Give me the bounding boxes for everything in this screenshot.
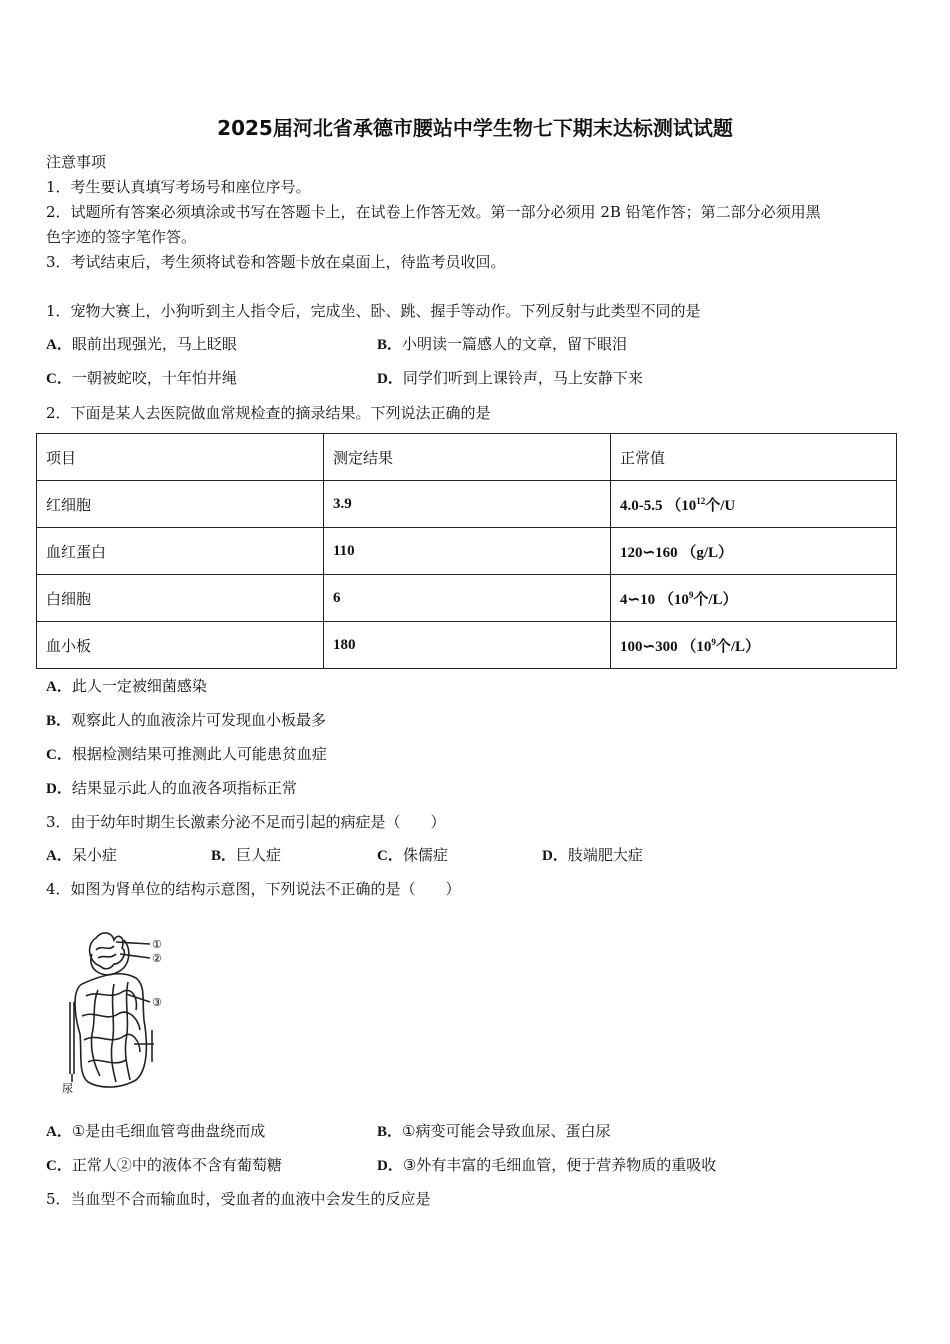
q1-option-b: B．小明读一篇感人的文章，留下眼泪 bbox=[377, 335, 628, 353]
question-3-stem: 3．由于幼年时期生长激素分泌不足而引起的病症是（ ） bbox=[46, 813, 446, 831]
table-cell-result: 3.9 bbox=[324, 481, 611, 528]
table-cell-result: 6 bbox=[324, 575, 611, 622]
nephron-diagram-svg bbox=[52, 924, 182, 1094]
question-1-stem: 1．宠物大赛上，小狗听到主人指令后，完成坐、卧、跳、握手等动作。下列反射与此类型不同的是 bbox=[46, 302, 701, 320]
table-cell-normal: 120∽160 （g/L） bbox=[611, 528, 897, 575]
q3-option-c: C．侏儒症 bbox=[377, 846, 448, 864]
table-row bbox=[37, 528, 897, 575]
notice-item: 2．试题所有答案必须填涂或书写在答题卡上，在试卷上作答无效。第一部分必须用 2B 铅笔作答；第二部分必须用黑 bbox=[46, 203, 821, 221]
q1-option-d: D．同学们听到上课铃声，马上安静下来 bbox=[377, 369, 643, 387]
q2-option-d: D．结果显示此人的血液各项指标正常 bbox=[46, 779, 297, 797]
question-4-stem: 4．如图为肾单位的结构示意图，下列说法不正确的是（ ） bbox=[46, 880, 461, 898]
q4-option-a: A．①是由毛细血管弯曲盘绕而成 bbox=[46, 1122, 266, 1140]
figure-label-urine: 尿 bbox=[62, 1082, 73, 1094]
nephron-diagram bbox=[52, 924, 182, 1094]
table-cell-result: 110 bbox=[324, 528, 611, 575]
q2-option-c: C．根据检测结果可推测此人可能患贫血症 bbox=[46, 745, 327, 763]
q2-option-b: B．观察此人的血液涂片可发现血小板最多 bbox=[46, 711, 327, 729]
table-header-row bbox=[37, 434, 897, 481]
q3-option-a: A．呆小症 bbox=[46, 846, 117, 864]
notice-item: 3．考试结束后，考生须将试卷和答题卡放在桌面上，待监考员收回。 bbox=[46, 253, 506, 271]
notice-heading: 注意事项 bbox=[46, 153, 107, 171]
table-cell-item: 血红蛋白 bbox=[37, 528, 324, 575]
table-cell-item: 红细胞 bbox=[37, 481, 324, 528]
table-cell-item: 白细胞 bbox=[37, 575, 324, 622]
table-header-cell: 项目 bbox=[37, 434, 324, 481]
table-header-cell: 测定结果 bbox=[324, 434, 611, 481]
table-cell-normal: 4∽10 （$10^9$个/L） bbox=[611, 575, 897, 622]
page-title: 2025届河北省承德市腰站中学生物七下期末达标测试试题 bbox=[217, 116, 733, 140]
q1-option-c: C．一朝被蛇咬，十年怕井绳 bbox=[46, 369, 237, 387]
q2-option-a: A．此人一定被细菌感染 bbox=[46, 677, 207, 695]
q3-option-b: B．巨人症 bbox=[211, 846, 282, 864]
q4-option-c: C．正常人②中的液体不含有葡萄糖 bbox=[46, 1156, 282, 1174]
table-cell-result: 180 bbox=[324, 622, 611, 669]
question-2-stem: 2．下面是某人去医院做血常规检查的摘录结果。下列说法正确的是 bbox=[46, 404, 491, 422]
figure-label-3: ③ bbox=[152, 996, 162, 1009]
q3-option-d: D．肢端肥大症 bbox=[542, 846, 643, 864]
table-row bbox=[37, 481, 897, 528]
table-row bbox=[37, 575, 897, 622]
q1-option-a: A．眼前出现强光，马上眨眼 bbox=[46, 335, 237, 353]
figure-label-2: ② bbox=[152, 952, 162, 965]
q4-option-b: B．①病变可能会导致血尿、蛋白尿 bbox=[377, 1122, 611, 1140]
table-cell-normal: 100∽300 （$10^9$个/L） bbox=[611, 622, 897, 669]
notice-item: 1．考生要认真填写考场号和座位序号。 bbox=[46, 178, 311, 196]
table-header-cell: 正常值 bbox=[611, 434, 897, 481]
question-5-stem: 5．当血型不合而输血时，受血者的血液中会发生的反应是 bbox=[46, 1190, 431, 1208]
notice-item: 色字迹的签字笔作答。 bbox=[46, 228, 197, 246]
table-cell-item: 血小板 bbox=[37, 622, 324, 669]
q4-option-d: D．③外有丰富的毛细血管，便于营养物质的重吸收 bbox=[377, 1156, 717, 1174]
blood-test-table bbox=[36, 433, 897, 669]
figure-label-1: ① bbox=[152, 938, 162, 951]
table-row bbox=[37, 622, 897, 669]
table-cell-normal: 4.0-5.5 （$10^{12}$个/U bbox=[611, 481, 897, 528]
